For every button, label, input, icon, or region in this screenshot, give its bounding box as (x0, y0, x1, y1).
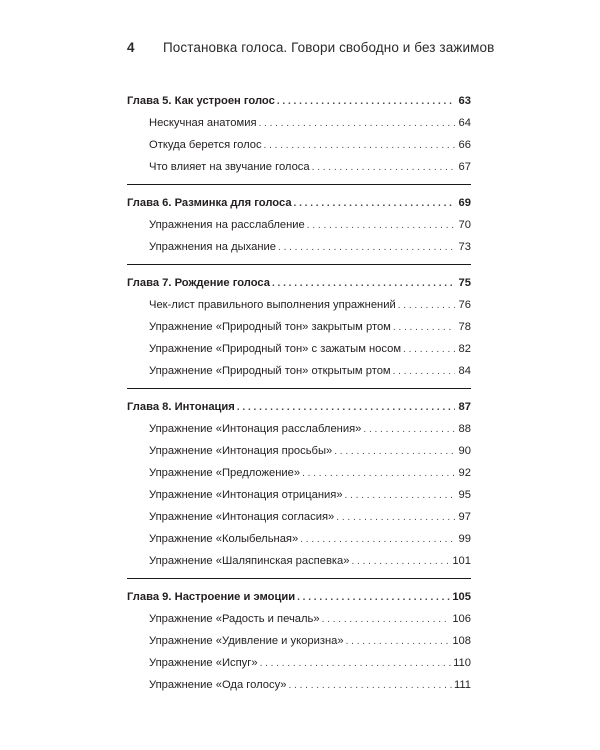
toc-item-label: Упражнение «Природный тон» с зажатым носом (149, 343, 402, 355)
toc-item-page: 92 (458, 467, 471, 479)
toc-chapter (127, 396, 471, 579)
toc-item-page: 90 (458, 445, 471, 457)
toc-item-page: 73 (458, 241, 471, 253)
toc-item-label: Упражнение «Интонация просьбы» (149, 445, 333, 457)
dot-leader (393, 317, 455, 339)
toc-chapter-heading[interactable] (127, 192, 471, 214)
toc-item[interactable] (127, 440, 471, 462)
toc-item-label: Упражнение «Интонация согласия» (149, 511, 335, 523)
dot-leader (277, 91, 455, 113)
toc-chapter (127, 192, 471, 265)
toc-chapter-heading[interactable] (127, 396, 471, 418)
toc-item-label: Чек-лист правильного выполнения упражнений (149, 299, 396, 311)
toc-item-label: Упражнение «Интонация отрицания» (149, 489, 343, 501)
toc-item[interactable] (127, 630, 471, 652)
toc-item-label: Откуда берется голос (149, 139, 262, 151)
toc-item-page: 67 (458, 161, 471, 173)
dot-leader (336, 507, 455, 529)
toc-item-label: Упражнение «Природный тон» открытым ртом (149, 365, 391, 377)
dot-leader (264, 135, 455, 157)
dot-leader (393, 361, 455, 383)
toc-chapter-heading-page: 63 (458, 95, 471, 107)
toc-item-label: Упражнение «Испуг» (149, 657, 258, 669)
dot-leader (398, 295, 455, 317)
toc-item[interactable] (127, 360, 471, 382)
dot-leader (322, 609, 451, 631)
toc-item[interactable] (127, 608, 471, 630)
dot-leader (312, 157, 455, 179)
toc-item[interactable] (127, 316, 471, 338)
toc-chapter-heading-label: Глава 8. Интонация (127, 401, 235, 413)
toc-item[interactable] (127, 418, 471, 440)
toc-item-label: Упражнение «Колыбельная» (149, 533, 299, 545)
dot-leader (302, 463, 455, 485)
toc-item-page: 78 (458, 321, 471, 333)
dot-leader (352, 551, 451, 573)
toc-item[interactable] (127, 156, 471, 178)
toc-chapter-heading[interactable] (127, 272, 471, 294)
toc-item-page: 82 (458, 343, 471, 355)
table-of-contents (127, 90, 471, 702)
dot-leader (237, 397, 455, 419)
toc-item-label: Упражнение «Интонация расслабления» (149, 423, 362, 435)
toc-item[interactable] (127, 506, 471, 528)
toc-item-page: 84 (458, 365, 471, 377)
toc-item[interactable] (127, 134, 471, 156)
toc-item-page: 66 (458, 139, 471, 151)
dot-leader (307, 215, 455, 237)
dot-leader (260, 653, 452, 675)
dot-leader (300, 529, 455, 551)
toc-chapter (127, 272, 471, 389)
toc-item[interactable] (127, 294, 471, 316)
toc-item[interactable] (127, 484, 471, 506)
toc-item[interactable] (127, 674, 471, 696)
running-title: Постановка голоса. Говори свободно и без зажимов (163, 40, 495, 55)
toc-item-page: 95 (458, 489, 471, 501)
toc-item-page: 70 (458, 219, 471, 231)
dot-leader (294, 193, 455, 215)
dot-leader (272, 273, 455, 295)
toc-item-label: Упражнение «Радость и печаль» (149, 613, 320, 625)
toc-item[interactable] (127, 462, 471, 484)
dot-leader (289, 675, 452, 697)
dot-leader (363, 419, 455, 441)
toc-chapter-heading-label: Глава 5. Как устроен голос (127, 95, 275, 107)
toc-item-page: 76 (458, 299, 471, 311)
toc-chapter-heading-label: Глава 9. Настроение и эмоции (127, 591, 296, 603)
toc-item-label: Нескучная анатомия (149, 117, 257, 129)
toc-chapter-heading-label: Глава 6. Разминка для голоса (127, 197, 292, 209)
toc-item-label: Упражнение «Удивление и укоризна» (149, 635, 344, 647)
toc-chapter-heading-page: 69 (458, 197, 471, 209)
toc-item-label: Упражнение «Природный тон» закрытым ртом (149, 321, 391, 333)
dot-leader (346, 631, 451, 653)
toc-chapter-heading-page: 87 (458, 401, 471, 413)
toc-item[interactable] (127, 338, 471, 360)
toc-item[interactable] (127, 112, 471, 134)
toc-chapter-heading[interactable] (127, 586, 471, 608)
toc-item-page: 108 (452, 635, 471, 647)
dot-leader (334, 441, 455, 463)
toc-chapter (127, 90, 471, 185)
toc-item-page: 64 (458, 117, 471, 129)
toc-item[interactable] (127, 236, 471, 258)
page-header (127, 40, 494, 55)
toc-item-label: Упражнения на дыхание (149, 241, 277, 253)
toc-item[interactable] (127, 550, 471, 572)
toc-item-label: Упражнение «Шаляпинская распевка» (149, 555, 350, 567)
toc-chapter-heading-page: 105 (452, 591, 471, 603)
toc-item-label: Упражнения на расслабление (149, 219, 305, 231)
toc-item-page: 101 (452, 555, 471, 567)
toc-item[interactable] (127, 652, 471, 674)
toc-item-page: 111 (453, 679, 471, 691)
dot-leader (403, 339, 455, 361)
toc-item-page: 97 (458, 511, 471, 523)
toc-item-label: Что влияет на звучание голоса (149, 161, 310, 173)
toc-item-page: 99 (458, 533, 471, 545)
page-number: 4 (127, 40, 135, 55)
toc-chapter (127, 586, 471, 702)
toc-item-page: 106 (452, 613, 471, 625)
toc-item[interactable] (127, 528, 471, 550)
toc-item[interactable] (127, 214, 471, 236)
toc-item-page: 110 (453, 657, 471, 669)
dot-leader (259, 113, 456, 135)
toc-item-label: Упражнение «Предложение» (149, 467, 301, 479)
dot-leader (278, 237, 455, 259)
toc-item-page: 88 (458, 423, 471, 435)
toc-chapter-heading-page: 75 (458, 277, 471, 289)
toc-item-label: Упражнение «Ода голосу» (149, 679, 287, 691)
toc-chapter-heading-label: Глава 7. Рождение голоса (127, 277, 270, 289)
dot-leader (297, 587, 450, 609)
dot-leader (345, 485, 455, 507)
toc-chapter-heading[interactable] (127, 90, 471, 112)
